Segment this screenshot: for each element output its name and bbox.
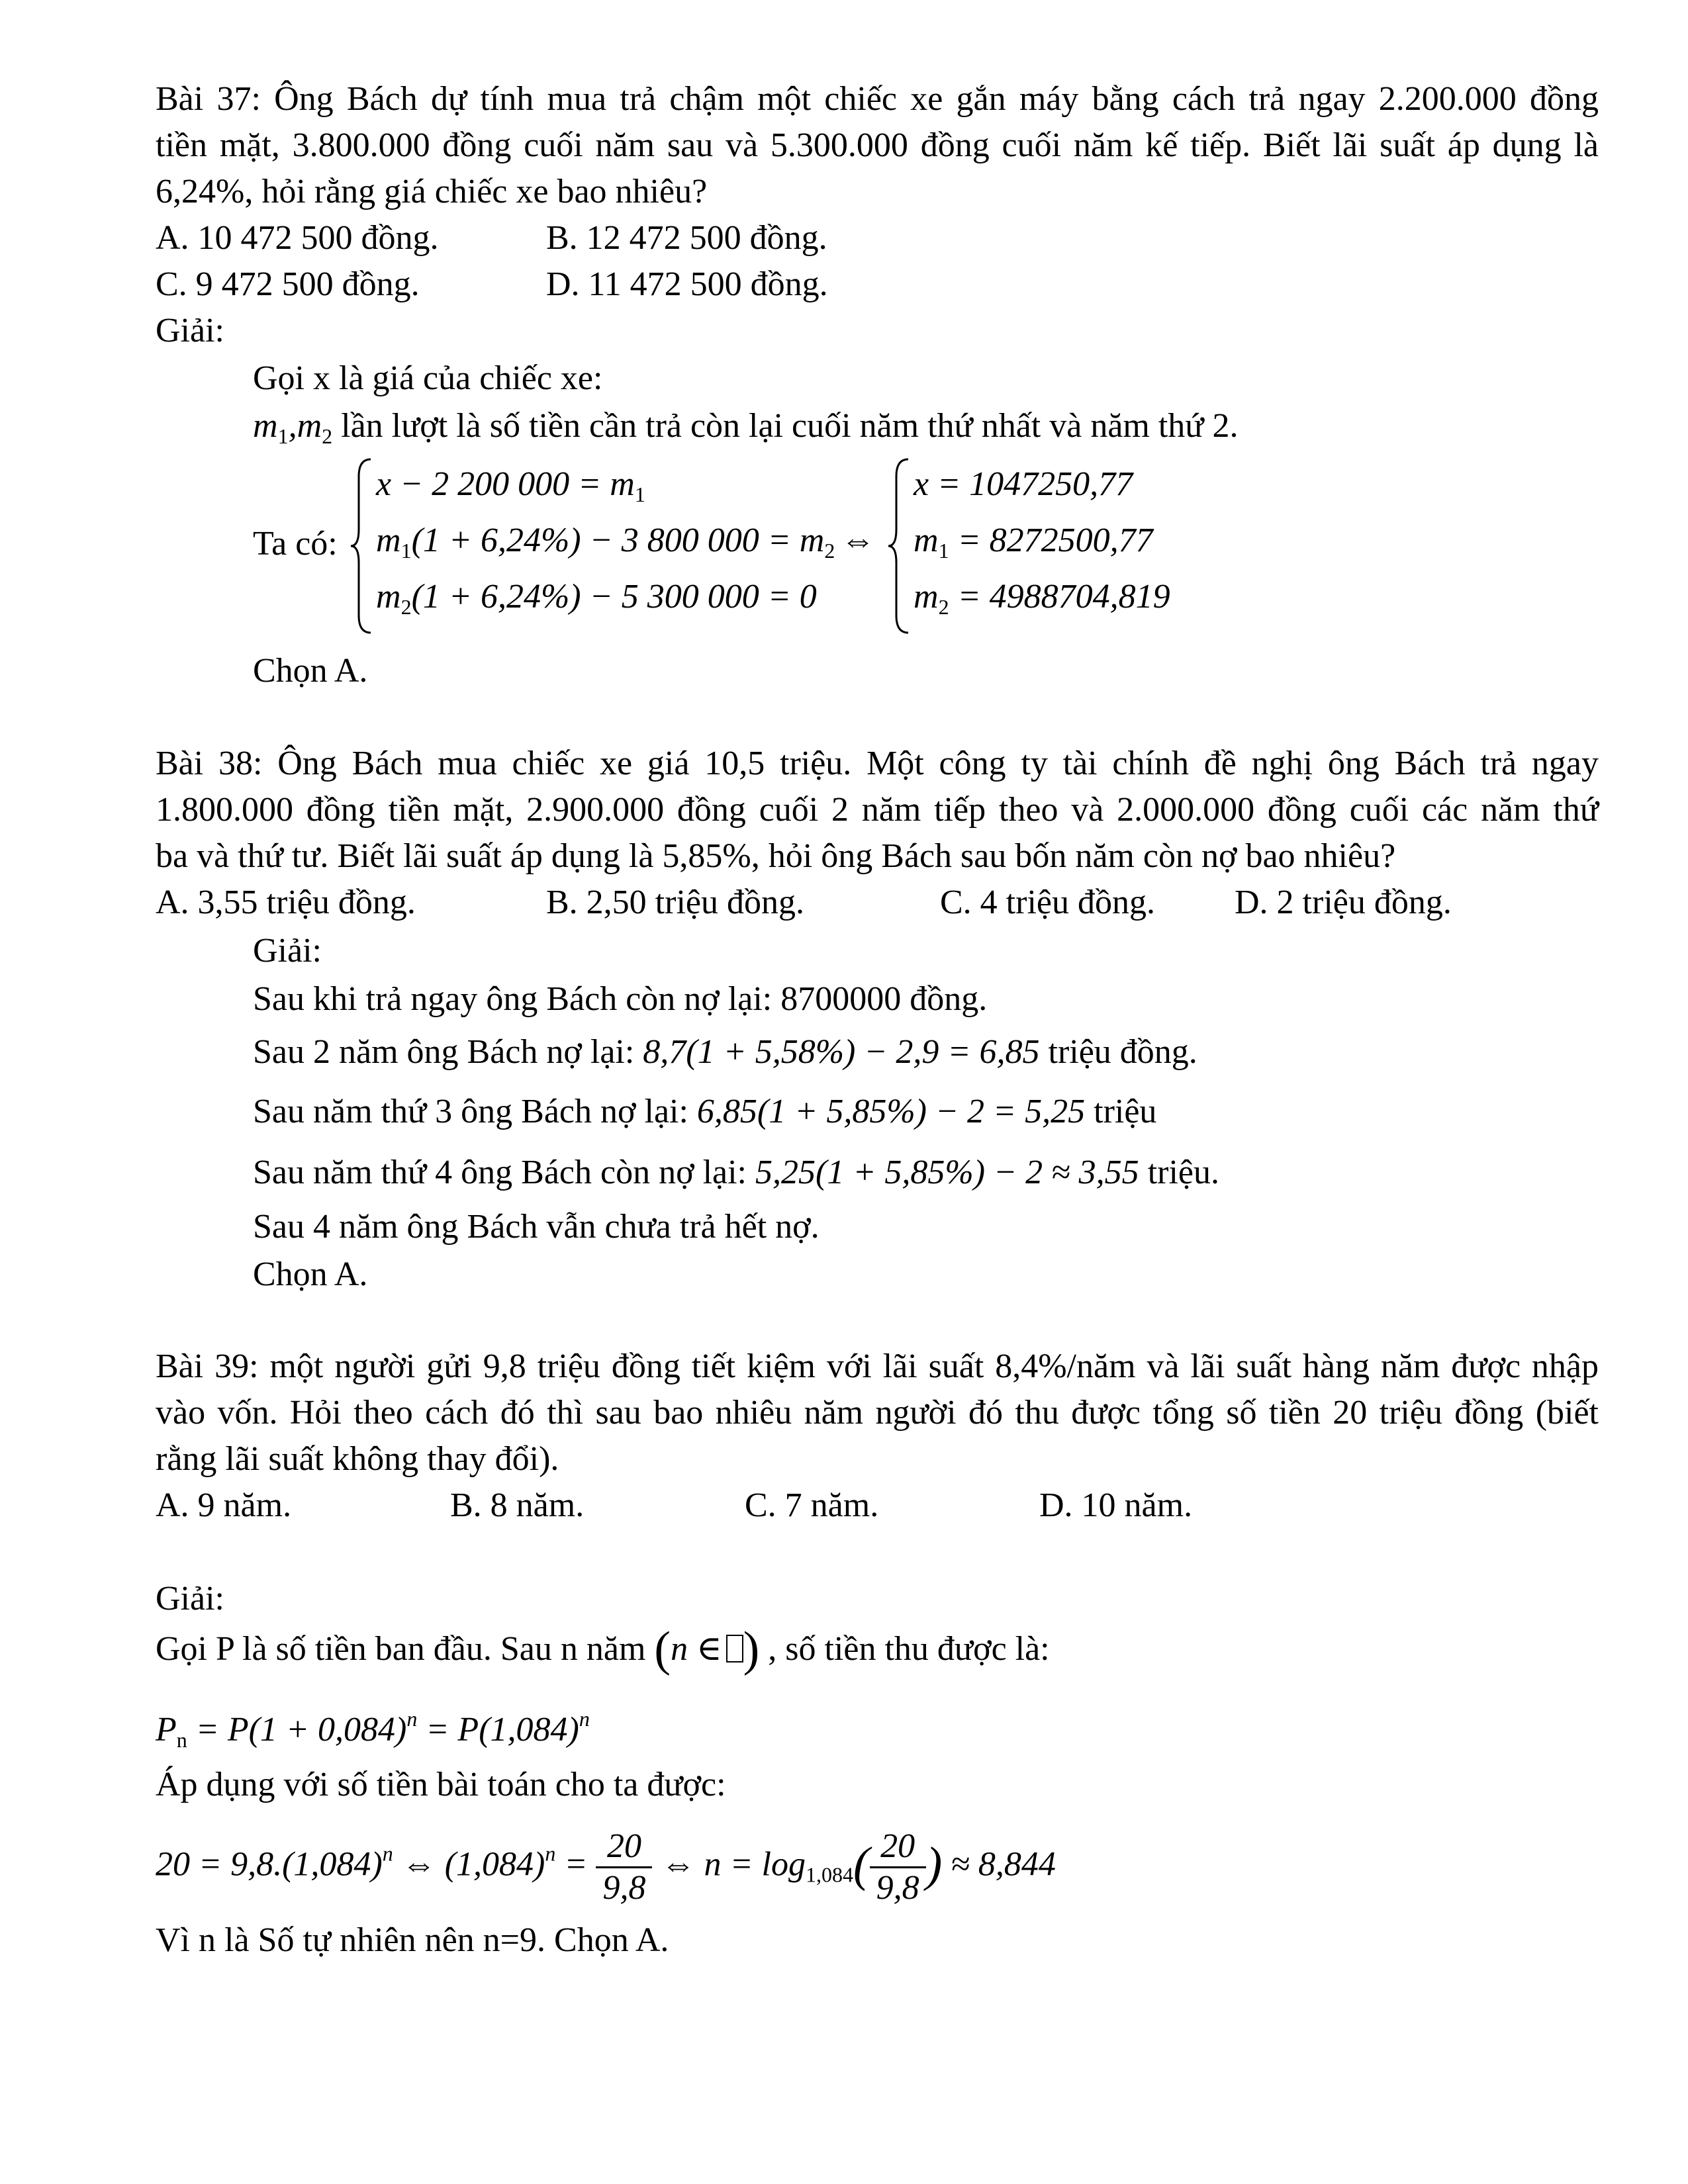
b39-option-d: D. 10 năm. (1039, 1486, 1193, 1524)
b39-conclusion: Vì n là Số tự nhiên nên n=9. Chọn A. (156, 1921, 669, 1959)
b38-option-b: B. 2,50 triệu đồng. (546, 884, 804, 921)
b39-big-paren-open: ( (853, 1837, 870, 1892)
b37-option-b: B. 12 472 500 đồng. (546, 219, 827, 257)
b39-option-b: B. 8 năm. (450, 1486, 585, 1524)
b37-var-m1: $m_1,m_2$ (253, 407, 333, 448)
b39-solution-line-2: Áp dụng với số tiền bài toán cho ta được: (156, 1766, 726, 1803)
b38-question-line-2: 1.800.000 đồng tiền mặt, 2.900.000 đồng cuối 2 năm tiếp theo và 2.000.000 đồng cuối các năm thứ (156, 791, 1599, 829)
b39-paren-close: ) (743, 1622, 760, 1676)
b37-solution-line-1: Gọi x là giá của chiếc xe: (253, 359, 603, 397)
b39-fraction-1: $\frac{20}{9,8}$ (596, 1827, 652, 1908)
b39-solution-label: Giải: (156, 1580, 224, 1617)
b38-option-a: A. 3,55 triệu đồng. (156, 884, 416, 921)
b37-solution-label: Giải: (156, 312, 224, 349)
b38-formula-4: 5,25(1 + 5,85%) − 2 ≈ 3,55 (755, 1154, 1139, 1191)
b39-option-c: C. 7 năm. (745, 1486, 879, 1524)
b37-eq-1: x − 2 200 $000 = m_1$ (376, 465, 645, 506)
b37-right-brace (887, 457, 914, 638)
b37-question-line-3: 6,24%, hỏi rằng giá chiếc xe bao nhiêu? (156, 173, 708, 210)
b38-answer: Chọn A. (253, 1255, 368, 1293)
b37-eq-3: $m_2(1 + 6,24\%) - 5$ 300 000 = 0 (376, 578, 817, 619)
b38-question-line-1: Bài 38: Ông Bách mua chiếc xe giá 10,5 triệu. Một công ty tài chính đề nghị ông Bách trả ngay (156, 745, 1599, 782)
b37-eq-2: $m_1(1 + 6,24\%) - 3$ 800 $000 = m_2$ (376, 522, 835, 563)
b38-option-d: D. 2 triệu đồng. (1235, 884, 1452, 921)
b37-option-a: A. 10 472 500 đồng. (156, 219, 439, 257)
b38-question-line-3: ba và thứ tư. Biết lãi suất áp dụng là 5,85%, hỏi ông Bách sau bốn năm còn nợ bao nhiêu? (156, 837, 1396, 875)
b38-solution-label: Giải: (253, 932, 322, 970)
b37-left-brace (350, 457, 376, 638)
b37-result-m1: $m_1 = 8272500,77$ (914, 522, 1153, 563)
b37-answer: Chọn A. (253, 652, 368, 690)
b37-equiv-symbol: ⇔ (841, 522, 875, 559)
b38-option-c: C. 4 triệu đồng. (940, 884, 1155, 921)
b37-question-line-2: tiền mặt, 3.800.000 đồng cuối năm sau và 5.300.000 đồng cuối năm kế tiếp. Biết lãi suất áp dụng là (156, 126, 1599, 164)
b38-formula-3: 6,85(1 + 5,85%) − 2 = 5,25 (696, 1093, 1086, 1130)
b38-solution-line-5: Sau 4 năm ông Bách vẫn chưa trả hết nợ. (253, 1208, 820, 1246)
b39-big-paren-close: ) (925, 1837, 943, 1892)
b38-solution-line-4: Sau năm thứ 4 ông Bách còn nợ lại: 5,25(1 + 5,85%) − 2 ≈ 3,55 triệu. (253, 1154, 1219, 1191)
b37-question-line-1: Bài 37: Ông Bách dự tính mua trả chậm một chiếc xe gắn máy bằng cách trả ngay 2.200.000 đồng (156, 80, 1599, 118)
b37-option-d: D. 11 472 500 đồng. (546, 265, 828, 303)
b39-formula-pn: $P_n = P(1 + 0,084)^n = P(1,084)^n$ (156, 1707, 590, 1752)
b39-solution-line-1: Gọi P là số tiền ban đầu. Sau n năm (n ∈ ) , số tiền thu được là: (156, 1622, 1050, 1676)
b37-option-c: C. 9 472 500 đồng. (156, 265, 420, 303)
b38-solution-line-3: Sau năm thứ 3 ông Bách nợ lại: 6,85(1 + 5,85%) − 2 = 5,25 triệu (253, 1093, 1157, 1130)
b38-solution-line-1: Sau khi trả ngay ông Bách còn nợ lại: 8700000 đồng. (253, 980, 988, 1018)
b37-solution-line-2 (253, 405, 1238, 457)
b39-fraction-2: $\frac{20}{9,8}$ (870, 1827, 926, 1908)
b37-result-m2: $m_2 = 4988704,819$ (914, 578, 1170, 619)
b38-formula-2: 8,7(1 + 5,58%) − 2,9 = 6,85 (643, 1033, 1040, 1071)
b38-solution-line-2: Sau 2 năm ông Bách nợ lại: 8,7(1 + 5,58%) − 2,9 = 6,85 triệu đồng. (253, 1033, 1197, 1071)
b39-question-line-2: vào vốn. Hỏi theo cách đó thì sau bao nhiêu năm người đó thu được tổng số tiền 20 triệu đồng (biết (156, 1394, 1599, 1432)
b37-ta-co: Ta có: (253, 525, 338, 563)
b39-formula-log: $20 = 9,8.(1,084)^n$ ⇔ $(1,084)^n$ = $\frac{20}{9,8}$ ⇔ $n = \log_{1,084}$( $\frac{20}{9,8}$ ) ≈ 8,844 (156, 1827, 1056, 1907)
b37-solution-line-2-text: lần lượt là số tiền cần trả còn lại cuối năm thứ nhất và năm thứ 2. (341, 407, 1239, 445)
b39-option-a: A. 9 năm. (156, 1486, 292, 1524)
b39-question-line-3: rằng lãi suất không thay đổi). (156, 1440, 559, 1478)
b37-result-x: x = 1047250,77 (914, 465, 1133, 503)
b39-paren-open: ( (654, 1622, 671, 1676)
b39-question-line-1: Bài 39: một người gửi 9,8 triệu đồng tiết kiệm với lãi suất 8,4%/năm và lãi suất hàng năm được nhập (156, 1347, 1599, 1385)
natural-numbers-symbol-icon (726, 1635, 743, 1662)
